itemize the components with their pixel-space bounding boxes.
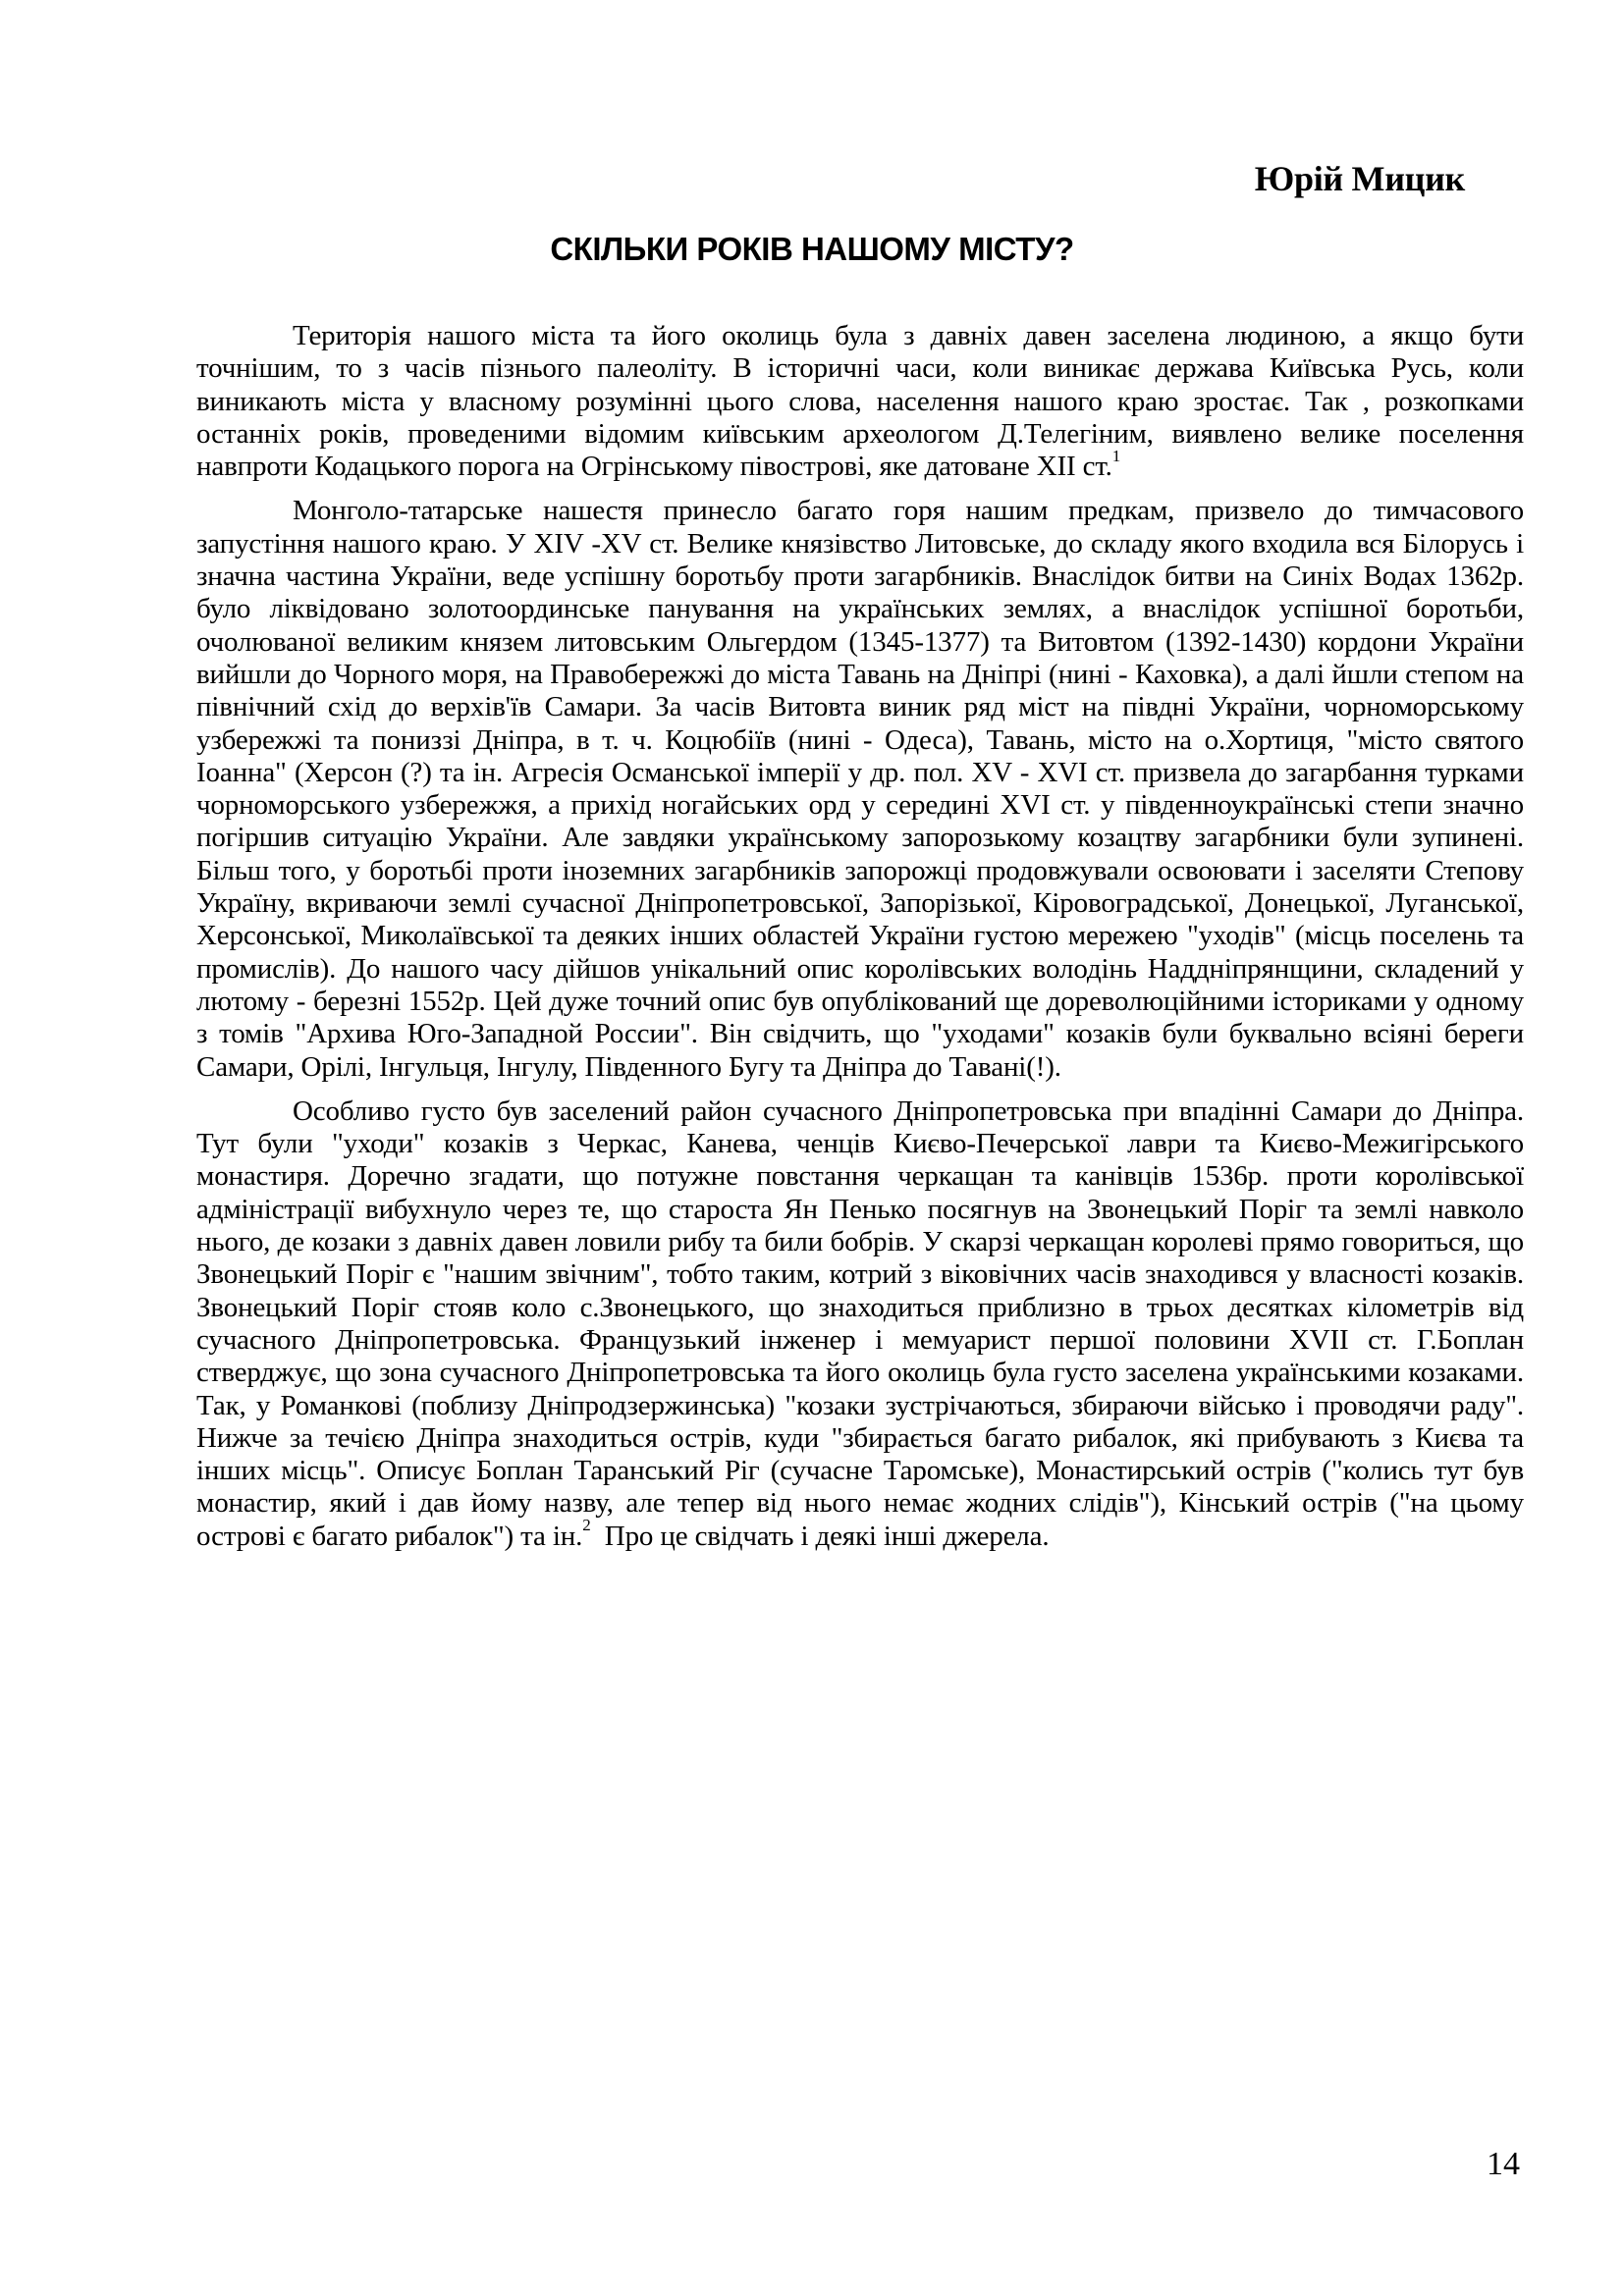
paragraph-text: Територія нашого міста та його околиць була з давніх давен заселена людиною, а якщо бути точнішим, то з часів пізнього палеоліту. В історичні часи, коли виникає держава Київська Русь, коли виникають міста у власному розумінні цього слова, населення нашого краю зростає. Так , розкопками останніх років, проведеними відомим київським археологом Д.Телегіним, виявлено велике поселення навпроти Кодацького порога на Огрінському півострові, яке датоване XII ст.	[196, 320, 1524, 483]
paragraph-tail: Про це свідчать і деякі інші джерела.	[590, 1520, 1050, 1552]
footnote-reference[interactable]: 1	[1111, 446, 1121, 465]
paragraph-2	[196, 495, 1524, 1083]
article-body	[196, 320, 1524, 1553]
article-title: СКІЛЬКИ РОКІВ НАШОМУ МІСТУ?	[550, 231, 1074, 267]
page-number: 14	[1487, 2146, 1520, 2182]
author-name: Юрій Мицик	[1254, 159, 1465, 198]
paragraph-3	[196, 1095, 1524, 1553]
paragraph-text: Особливо густо був заселений район сучасного Дніпропетровська при впадінні Самари до Дніпра. Тут були "уходи" козаків з Черкас, Канева, ченців Києво-Печерської лаври та Києво-Межигірського монастиря. Доречно згадати, що потужне повстання черкащан та канівців 1536р. проти королівської адміністрації вибухнуло через те, що староста Ян Пенько посягнув на Звонецький Поріг та землі навколо нього, де козаки з давніх давен ловили рибу та били бобрів. У скарзі черкащан королеві прямо говориться, що Звонецький Поріг є "нашим звічним", тобто таким, котрий з віковічних часів знаходився у власності козаків. Звонецький Поріг стояв коло с.Звонецького, що знаходиться приблизно в трьох десятках кілометрів від сучасного Дніпропетровська. Французький інженер і мемуарист першої половини XVII ст. Г.Боплан стверджує, що зона сучасного Дніпропетровська та його околиць була густо заселена українськими козаками. Так, у Романкові (поблизу Дніпродзержинська) "козаки зустрічаються, збираючи військо і проводячи раду". Нижче за течією Дніпра знаходиться острів, куди "збирається багато рибалок, які прибувають з Києва та інших місць". Описує Боплан Таранський Ріг (сучасне Таромське), Монастирський острів ("колись тут був монастир, який і дав йому назву, але тепер від нього немає жодних слідів"), Кінський острів ("на цьому острові є багато рибалок") та ін.	[196, 1095, 1524, 1552]
footnote-reference[interactable]: 2	[582, 1516, 591, 1535]
paragraph-1	[196, 320, 1524, 483]
paragraph-text: Монголо-татарське нашестя принесло багато горя нашим предкам, призвело до тимчасового запустіння нашого краю. У XIV -XV ст. Велике князівство Литовське, до складу якого входила вся Білорусь і значна частина України, веде успішну боротьбу проти загарбників. Внаслідок битви на Синіх Водах 1362р. було ліквідовано золотоординське панування на українських землях, а внаслідок успішної боротьби, очолюваної великим князем литовським Ольгердом (1345-1377) та Витовтом (1392-1430) кордони України вийшли до Чорного моря, на Правобережжі до міста Тавань на Дніпрі (нині - Каховка), а далі йшли степом на північний схід до верхів'їв Самари. За часів Витовта виник ряд міст на півдні України, чорноморському узбережжі та пониззі Дніпра, в т. ч. Коцюбіїв (нині - Одеса), Тавань, місто на о.Хортиця, "місто святого Іоанна" (Херсон (?) та ін. Агресія Османської імперії у др. пол. XV - XVI ст. призвела до загарбання турками чорноморського узбережжя, а прихід ногайських орд у середині XVI ст. у південноукраїнські степи значно погіршив ситуацію України. Але завдяки українському запорозькому козацтву загарбники були зупинені. Більш того, у боротьбі проти іноземних загарбників запорожці продовжували освоювати і заселяти Степову Україну, вкриваючи землі сучасної Дніпропетровської, Запорізької, Кіровоградської, Донецької, Луганської, Херсонської, Миколаївської та деяких інших областей України густою мережею "уходів" (місць поселень та промислів). До нашого часу дійшов унікальний опис королівських володінь Наддніпрянщини, складений у лютому - березні 1552р. Цей дуже точний опис був опублікований ще дореволюційними істориками у одному з томів "Архива Юго-Западной России". Він свідчить, що "уходами" козаків були буквально всіяні береги Самари, Орілі, Інгульця, Інгулу, Південного Бугу та Дніпра до Тавані(!).	[196, 495, 1524, 1083]
